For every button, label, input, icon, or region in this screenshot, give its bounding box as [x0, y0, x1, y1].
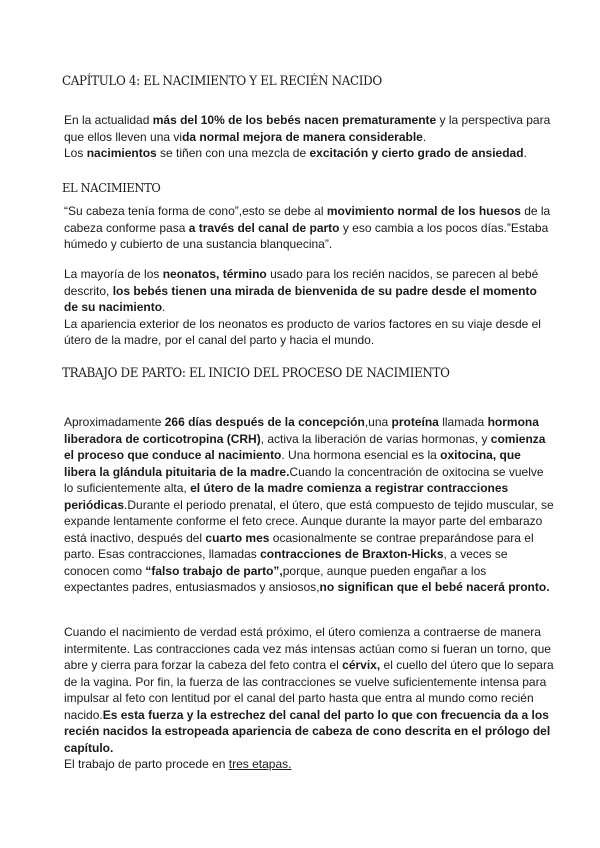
intro-paragraph — [64, 112, 554, 162]
intro-run: y la perspectiva para que ellos lleven una vi — [64, 113, 551, 144]
nacimiento-p1-run: movimiento normal de los huesos — [326, 204, 521, 218]
parto-p2-run: Cuando el nacimiento de verdad está próximo, el útero comienza a contraerse de manera intermitente. Las contracciones cada vez más intensas actúan como si fueran un torno, que abre y cierra para forzar la cabeza del feto contra el — [64, 625, 551, 672]
intro-run: Los — [64, 146, 87, 160]
intro-run: En la actualidad — [64, 113, 153, 127]
parto-p1-run: oxitocina, que libera la glándula pituitaria de la madre. — [64, 448, 521, 479]
section-title-trabajo-de-parto: TRABAJO DE PARTO: EL INICIO DEL PROCESO DE NACIMIENTO — [62, 366, 450, 381]
parto-p1-run: cuarto mes — [205, 530, 270, 545]
parto-p1-run: . Una hormona esencial es la — [281, 448, 441, 462]
parto-p1-run: ocasionalmente se contrae preparándose para el parto. Esas contracciones, llamadas — [64, 530, 534, 561]
nacimiento-p1-run: de la cabeza conforme pasa — [64, 204, 551, 235]
intro-run: da normal mejora de manera considerable — [182, 129, 423, 144]
parto-p2-run: tres etapas. — [228, 757, 292, 771]
parto-p2-run: El trabajo de parto procede en — [64, 757, 229, 771]
parto-p1-run: .Durante el periodo prenatal, el útero, que está compuesto de tejido muscular, se expande lentamente conforme el feto crece. Aunque durante la mayor parte del embarazo está inactivo, después del — [64, 497, 554, 545]
nacimiento-p1-run: y eso cambia a los pocos días.”Estaba húmedo y cubierto de una sustancia blanquecina”. — [64, 220, 549, 251]
parto-paragraph-1 — [64, 414, 554, 596]
chapter-title: CAPÍTULO 4: EL NACIMIENTO Y EL RECIÉN NACIDO — [62, 74, 382, 89]
parto-p2-run: el cuello del útero que lo separa de la vagina. Por fin, la fuerza de las contracciones se vuelve suficientemente intensa para impulsar al feto con lentitud por el canal del parto hasta que entra al mundo como recién nacido. — [64, 658, 554, 722]
nacimiento-p1-run: a través del canal de parto — [188, 220, 340, 235]
intro-run: más del 10% — [152, 113, 225, 127]
intro-run: de los bebés nacen prematuramente — [228, 113, 437, 127]
intro-run: se tiñen con una mezcla de — [156, 146, 310, 160]
parto-p2-run: Es esta fuerza y la estrechez del canal del parto lo que con frecuencia da a los recién nacidos la estropeada apariencia de cabeza de cono descrita en el prólogo del capítulo. — [64, 707, 551, 755]
nacimiento-p2-run: usado para los recién nacidos, se parecen al bebé descrito, — [64, 267, 539, 298]
nacimiento-paragraph-1 — [64, 203, 554, 253]
parto-p1-run: “falso trabajo de parto”, — [145, 563, 283, 578]
nacimiento-p2-run: los bebés tienen una mirada de bienvenida de su padre desde el momento de su nacimiento — [64, 283, 537, 314]
intro-run: nacimientos — [86, 146, 157, 160]
parto-p1-run: hormona liberadora de corticotropina (CRH) — [64, 415, 539, 446]
nacimiento-p2-run: La apariencia exterior de los neonatos es producto de varios factores en su viaje desde el útero de la madre, por el canal del parto y hacia el mundo. — [64, 316, 541, 347]
intro-run: . — [422, 129, 427, 144]
nacimiento-paragraph-2 — [64, 266, 554, 349]
parto-p1-run: 266 días después de la concepción — [164, 415, 365, 429]
parto-p1-run: el útero de la madre comienza a registrar contracciones periódicas — [64, 481, 509, 512]
parto-p2-run: cérvix, — [342, 658, 381, 672]
parto-p1-run: Aproximadamente — [64, 415, 165, 429]
parto-p1-run: contracciones de Braxton-Hicks — [260, 547, 444, 561]
nacimiento-p2-run: neonatos, término — [162, 267, 267, 281]
intro-run: excitación y cierto grado de ansiedad — [309, 146, 524, 160]
parto-p1-run: , activa la liberación de varias hormonas, y — [260, 431, 491, 446]
parto-p1-run: ,una — [364, 415, 392, 429]
parto-p1-run: Cuando la concentración de oxitocina se vuelve lo suficientemente alta, — [64, 464, 544, 495]
parto-paragraph-2 — [64, 624, 554, 773]
section-title-nacimiento: EL NACIMIENTO — [62, 180, 161, 195]
parto-p1-run: , a veces se conocen como — [64, 547, 508, 578]
parto-p1-run: llamada — [438, 415, 488, 429]
nacimiento-p2-run: La mayoría de los — [64, 267, 163, 281]
parto-p1-run: comienza el proceso que conduce al nacimiento — [64, 431, 546, 462]
parto-p1-run: porque, aunque pueden engañar a los expectantes padres, entusiasmados y ansiosos, — [64, 563, 487, 594]
intro-run: . — [523, 146, 527, 160]
nacimiento-p1-run: “Su cabeza tenía forma de cono”,esto se debe al — [64, 204, 327, 218]
nacimiento-p2-run: . — [162, 300, 166, 314]
parto-p1-run: no significan que el bebé nacerá pronto. — [319, 580, 550, 594]
parto-p1-run: proteína — [391, 415, 439, 429]
